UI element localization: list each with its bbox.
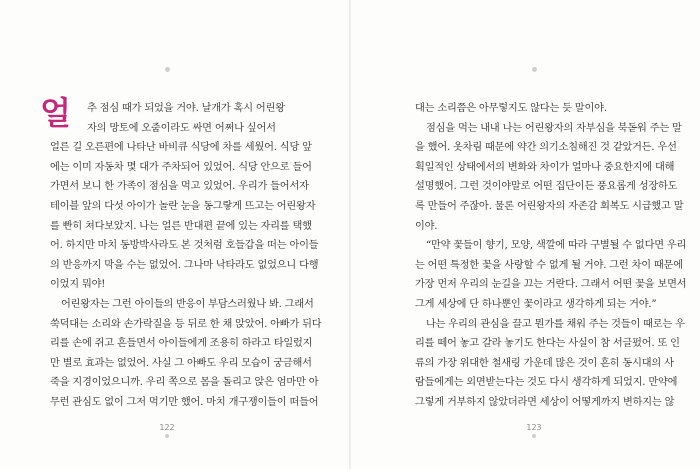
text-line: 는 어떤 특정한 꽃을 사랑할 수 없게 될 거야. 그런 차이 때문에 [415,259,683,271]
text-line: “만약 꽃들이 향기, 모양, 색깔에 따라 구별될 수 없다면 우리 [426,240,687,252]
text-line: 어린왕자는 그런 아이들의 반응이 부담스러웠나 봐. 그래서 [61,298,314,310]
text-line: 설명했어. 그런 것이야말로 어떤 집단이든 풍요롭게 성장하도 [415,181,678,193]
text-line: 자의 망토에 오줌이라도 싸면 어쩌나 싶어서 [87,122,276,134]
top-ornament-dot [165,67,170,72]
text-line: 죽을 지경이었으니까. 우리 쪽으로 몸을 돌리고 앉은 엄마만 아 [50,377,319,389]
text-line: 록 만들어 주잖아. 물론 어린왕자의 자존감 회복도 시급했고 말 [415,200,684,212]
bottom-ornament-dot [165,434,169,438]
text-line: 테이블 앞의 다섯 아이가 놀란 눈을 동그랗게 뜨고는 어린왕자 [50,200,316,212]
top-ornament-dot [532,67,537,72]
text-line: 리를 떼어 놓고 갈라 놓기도 한다는 사실이 참 서글펐어. 또 인 [415,338,680,350]
text-line: 대는 소리쯤은 아무렇지도 않다는 듯 말이야. [415,103,607,114]
text-line: 가장 먼저 우리의 눈길을 끄는 거란다. 그래서 어떤 꽃을 보면서 [415,279,687,291]
drop-cap: 얼 [40,94,71,132]
text-line: 의 반응까지 막을 수는 없었어. 그나마 낙타라도 없었으니 다행 [50,259,319,271]
text-line: 무런 관심도 없이 그저 먹기만 했어. 마치 개구쟁이들이 떠들어 [50,396,319,408]
text-line: 추 점심 때가 되었을 거야. 날개가 혹시 어린왕 [87,103,285,114]
page-number: 123 [526,423,542,432]
page-number: 122 [159,423,175,432]
text-line: 류의 가장 위대한 철새링 가운데 많은 것이 흔히 동시대의 사 [415,357,674,369]
right-page [350,0,700,469]
text-line: 만 별로 효과는 없었어. 사실 그 아빠도 우리 모습이 궁금해서 [50,357,312,369]
text-line: 리를 손에 쥐고 흔들면서 아이들에게 조용히 하라고 타일렀지 [50,338,313,350]
text-line: 람들에게는 외면받는다는 것도 다시 생각하게 되었지. 만약에 [415,377,678,389]
right-page-text [415,99,687,413]
text-line: 이었지 뭐야! [50,279,106,291]
text-line: 그렇게 거부하지 않았더라면 세상이 어떻게까지 변하지는 않 [415,396,675,408]
text-line: 점심을 먹는 내내 나는 어린왕자의 자부심을 북돋워 주는 말 [426,122,682,134]
text-line: 획일적인 상태에서의 변화와 차이가 얼마나 중요한지에 대해 [415,161,675,173]
bottom-ornament-dot [532,434,536,438]
text-line: 에는 이미 자동차 몇 대가 주차되어 있었어. 식당 안으로 들어 [50,161,312,173]
text-line: 쑥덕대는 소리와 손가락질을 등 뒤로 한 채 앉았어. 아빠가 뒤다 [50,318,322,330]
left-page-text [50,99,322,413]
text-line: 나는 우리의 관심을 끌고 뭔가를 채워 주는 것들이 때로는 우 [426,318,685,330]
text-line: 어. 하지만 마치 동방박사라도 본 것처럼 호들갑을 떠는 아이들 [50,240,319,252]
text-line: 이야. [415,220,438,232]
text-line: 그게 세상에 단 하나뿐인 꽃이라고 생각하게 되는 거야.” [415,298,657,310]
text-line: 가면서 보니 한 가족이 점심을 먹고 있었어. 우리가 들어서자 [50,181,309,193]
text-line: 를 빤히 쳐다보았지. 나는 얼른 반대편 끝에 있는 자리를 택했 [50,220,312,232]
text-line: 얼른 길 오른편에 나타난 바비큐 식당에 차를 세웠어. 식당 앞 [50,142,312,154]
text-line: 을 했어. 옷차림 때문에 약간 의기소침해진 것 같았거든. 우선 [415,142,677,154]
